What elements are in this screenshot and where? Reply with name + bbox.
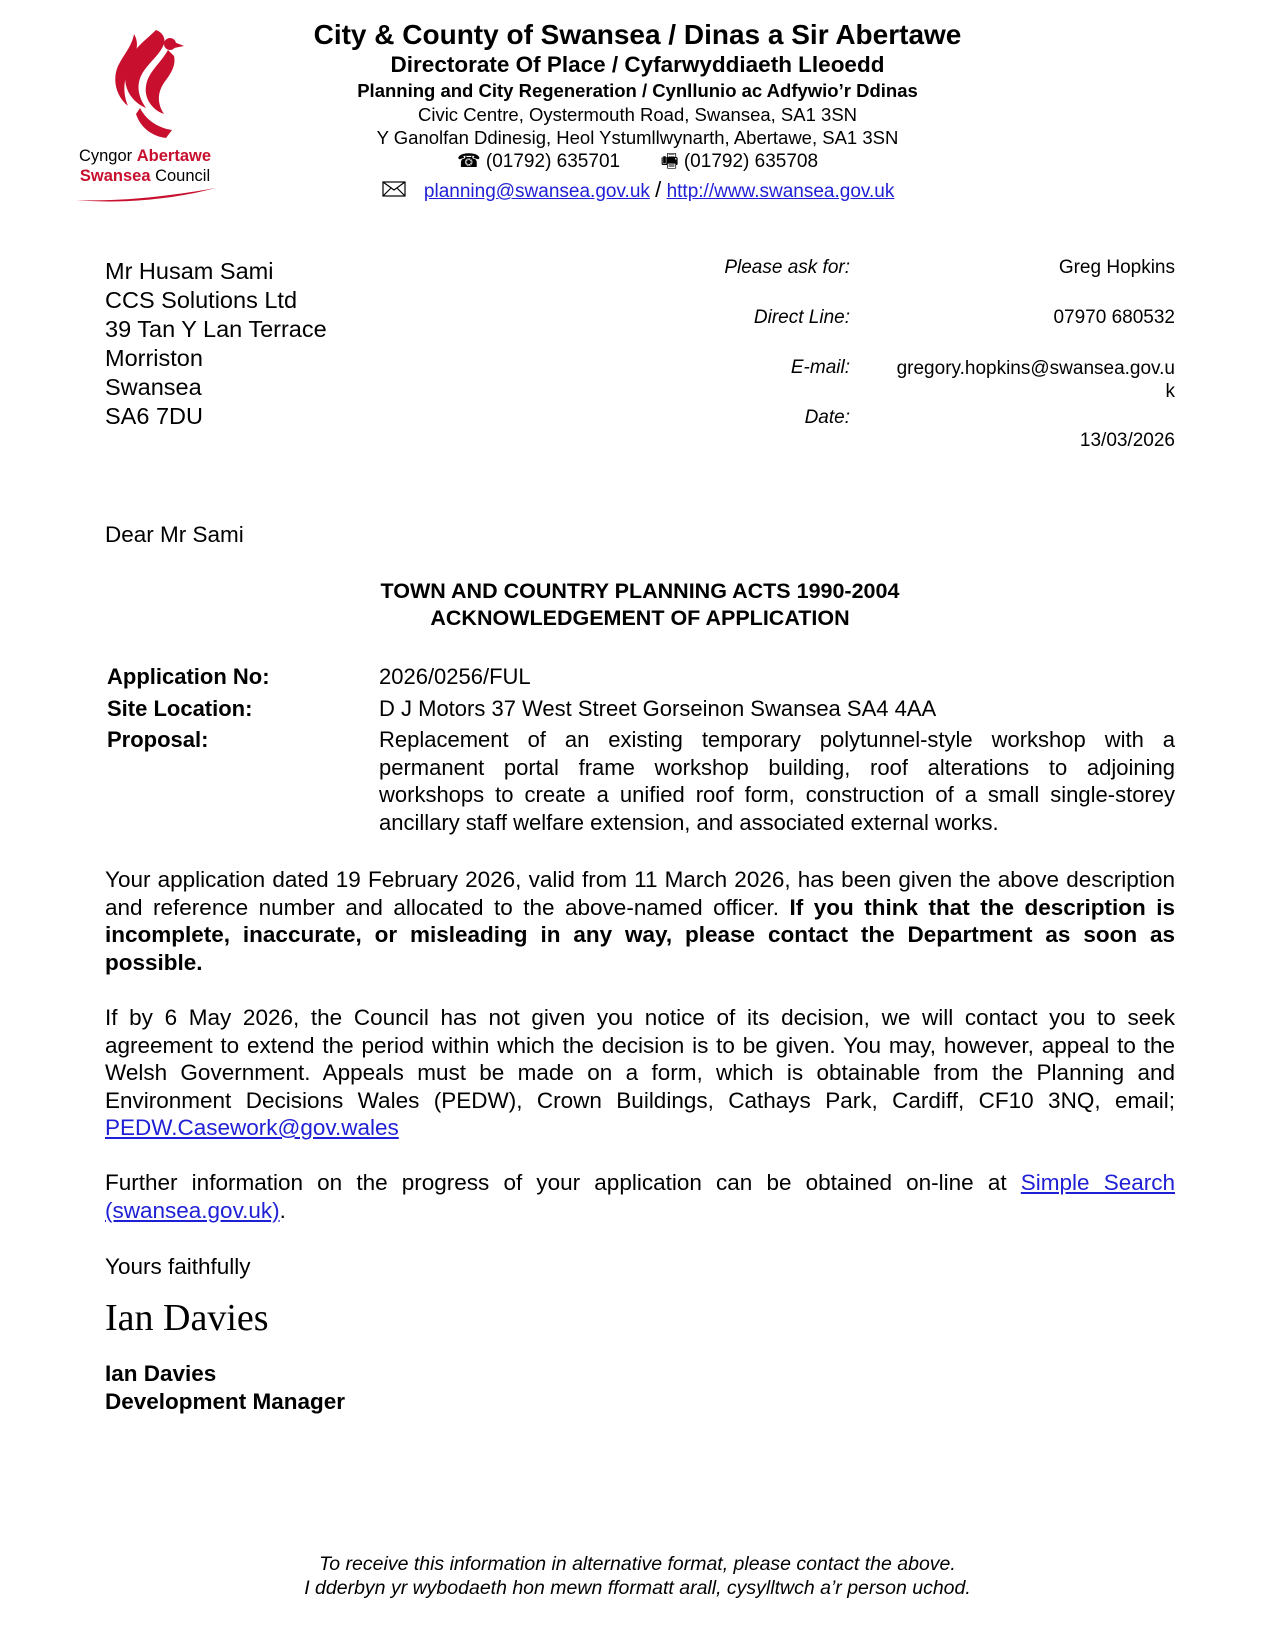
recipient-postcode: SA6 7DU (105, 403, 203, 429)
paragraph-appeal-info (105, 1004, 1175, 1142)
logo-welsh-prefix: Cyngor (78, 147, 133, 165)
paragraph-3-text: Further information on the progress of your application can be obtained on-line at (105, 1170, 1021, 1195)
paragraph-3-end: . (279, 1197, 286, 1223)
footer-notice (0, 1552, 1275, 1600)
detail-row-application-no (107, 663, 1175, 691)
direct-line-label: Direct Line: (753, 307, 850, 328)
officer-email-part1: gregory.hopkins@swansea.gov.u (896, 358, 1175, 379)
department: Planning and City Regeneration / Cynllunio ac Adfywio’r Ddinas (357, 80, 918, 101)
application-number: 2026/0256/FUL (379, 664, 531, 689)
ask-for-value: Greg Hopkins (1058, 257, 1175, 278)
paragraph-online-progress (105, 1169, 1175, 1224)
recipient-name: Mr Husam Sami (105, 258, 274, 284)
pedw-email-link[interactable]: PEDW.Casework@gov.wales (105, 1115, 399, 1140)
paragraph-1-bold: If you think that the description is incomplete, inaccurate, or misleading in any way, please contact the Department as soon as possible. (105, 894, 1175, 975)
footer-welsh: I dderbyn yr wybodaeth hon mewn fformatt arall, cysylltwch a’r person uchod. (304, 1577, 971, 1599)
telephone-icon: ☎ (456, 151, 481, 172)
letterhead (230, 18, 1045, 205)
site-location: D J Motors 37 West Street Gorseinon Swansea SA4 4AA (379, 695, 937, 721)
contact-links (230, 176, 1045, 205)
address-welsh: Y Ganolfan Ddinesig, Heol Ystumllwynarth, Abertawe, SA1 3SN (376, 127, 899, 148)
envelope-icon (381, 178, 407, 205)
link-separator: / (655, 177, 662, 202)
logo-swoosh-icon (70, 186, 220, 204)
ask-for-label: Please ask for: (724, 257, 850, 278)
logo-english-word: Swansea (79, 167, 151, 185)
date-label: Date: (804, 407, 850, 428)
salutation: Dear Mr Sami (105, 522, 244, 547)
officer-email-part2: k (1165, 381, 1175, 402)
council-title: City & County of Swansea / Dinas a Sir Abertawe (313, 19, 962, 50)
phone-fax-line (230, 149, 1045, 174)
recipient-company: CCS Solutions Ltd (105, 287, 298, 313)
closing: Yours faithfully (105, 1254, 251, 1279)
recipient-address (105, 257, 327, 431)
council-logo (70, 20, 220, 195)
phone-number: (01792) 635701 (485, 151, 621, 172)
application-details (107, 663, 1175, 840)
fax-number: (01792) 635708 (683, 151, 819, 172)
recipient-street: 39 Tan Y Lan Terrace (105, 316, 327, 342)
logo-english-suffix: Council (155, 167, 211, 185)
email-label: E-mail: (790, 357, 850, 378)
signature: Ian Davies (105, 1297, 269, 1339)
planning-email-link[interactable]: planning@swansea.gov.uk (423, 181, 650, 202)
officer-email (862, 357, 1175, 403)
signer-title: Development Manager (105, 1389, 346, 1414)
letter-heading (105, 578, 1175, 632)
date-value: 13/03/2026 (1079, 430, 1175, 451)
detail-label: Proposal: (107, 727, 209, 752)
detail-row-site-location (107, 695, 1175, 723)
detail-label: Site Location: (107, 695, 253, 721)
paragraph-application-validity (105, 866, 1175, 976)
address-english: Civic Centre, Oystermouth Road, Swansea, SA1 3SN (417, 104, 858, 125)
paragraph-2-text: If by 6 May 2026, the Council has not given you notice of its decision, we will contact you to seek agreement to extend the period within which the decision is to be given. You may, however, appeal to the Welsh Government. Appeals must be made on a form, which is obtainable from the Planning and Environment Decisions Wales (PEDW), Crown Buildings, Cathays Park, Cardiff, CF10 3NQ, email; (105, 1005, 1175, 1113)
proposal-text: Replacement of an existing temporary polytunnel-style workshop with a permanent portal frame workshop building, roof alterations to adjoining workshops to create a unified roof form, construction of a small single-storey ancillary staff welfare extension, and associated external works. (379, 727, 1175, 835)
detail-row-proposal (107, 726, 1175, 836)
signer-block (105, 1360, 345, 1416)
logo-welsh-name (70, 146, 220, 166)
recipient-town: Swansea (105, 374, 202, 400)
paragraph-1-text: Your application dated 19 February 2026, valid from 11 March 2026, has been given the above description and reference number and allocated to the above-named officer. (105, 867, 1175, 920)
simple-search-link[interactable]: Simple Search (swansea.gov.uk) (105, 1170, 1175, 1223)
logo-english-name (70, 166, 220, 186)
heading-acts: TOWN AND COUNTRY PLANNING ACTS 1990-2004 (380, 579, 900, 603)
direct-line-value: 07970 680532 (1053, 307, 1175, 328)
detail-label: Application No: (107, 664, 270, 689)
footer-english: To receive this information in alternative format, please contact the above. (319, 1553, 956, 1575)
recipient-area: Morriston (105, 345, 203, 371)
website-link[interactable]: http://www.swansea.gov.uk (666, 181, 895, 202)
fax-icon: 🖷 (660, 151, 679, 172)
phoenix-emblem-icon (106, 20, 186, 145)
date-row (640, 407, 1175, 467)
directorate: Directorate Of Place / Cyfarwyddiaeth Lleoedd (390, 52, 885, 77)
heading-acknowledgement: ACKNOWLEDGEMENT OF APPLICATION (430, 606, 850, 630)
logo-welsh-word: Abertawe (136, 147, 212, 165)
signer-name: Ian Davies (105, 1361, 217, 1386)
